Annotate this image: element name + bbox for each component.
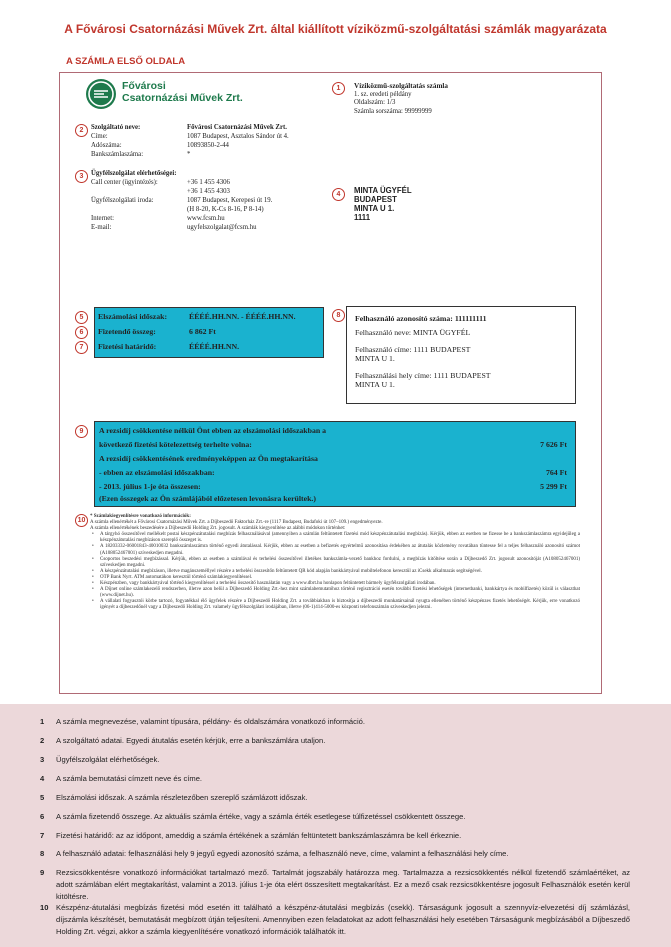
legend-panel	[0, 704, 671, 947]
marker-8: 8	[332, 309, 345, 322]
provider-address-label: Címe:	[91, 133, 108, 140]
contact-block	[91, 170, 331, 236]
legend-number: 5	[40, 793, 45, 802]
bullet-icon: •	[92, 556, 94, 562]
provider-name: Fővárosi Csatornázási Művek Zrt.	[187, 124, 287, 131]
section-subtitle: A SZÁMLA ELSŐ OLDALA	[66, 56, 186, 67]
bullet-icon: •	[92, 568, 94, 574]
recipient-city: BUDAPEST	[354, 195, 397, 204]
site-address-2: MINTA U 1.	[355, 380, 395, 389]
recipient-name: MINTA ÜGYFÉL	[354, 186, 412, 195]
logo-line-1: Fővárosi	[122, 80, 166, 92]
legend-number: 10	[40, 903, 49, 912]
marker-10: 10	[75, 514, 88, 527]
reduction-line-6: (Ezen összegek az Ön számlájából előzetesen levonásra kerültek.)	[99, 494, 316, 503]
legend-text: Fizetési határidő: az az időpont, ameddig a számla értékének a számlán feltüntetett bankszámlaszámra be kell érkeznie.	[56, 831, 462, 840]
user-name: Felhasználó neve: MINTA ÜGYFÉL	[355, 328, 471, 337]
provider-bank-label: Bankszámlaszáma:	[91, 151, 144, 158]
legend-number: 7	[40, 831, 45, 840]
payment-info-intro-2: A számla ellenértékének beszedésére a Díjbeszedő Holding Zrt. jogosult. A számlák kiegyenlítése az alábbi módokon történhet:	[90, 526, 346, 532]
reduction-box	[94, 421, 576, 507]
legend-text: Ügyfélszolgálat elérhetőségek.	[56, 755, 160, 764]
provider-address: 1087 Budapest, Asztalos Sándor út 4.	[187, 133, 289, 140]
legend-text: Rezsicsökkentésre vonatkozó információkat tartalmazó mező. Tartalmát jogszabály határozza meg. Tartalmazza a rezsicsökkentés nélkül fizetendő számlaértéket, az adott számlában elért megtakarítást, valamint a 2013. július 1-je óta elért összesített megtakarítást. Ez a mező csak rezsicsökkentésre jogosult Felhasználók esetén kerül kitöltésre.	[56, 868, 630, 901]
office-hours: (H 8-20, K-Cs 8-16, P 8-14)	[187, 206, 264, 213]
legend-text: A felhasználó adatai: felhasználási hely 9 jegyű egyedi azonosító száma, a felhasználó neve, címe, valamint a felhasználási hely címe.	[56, 849, 509, 858]
invoice-page: Oldalszám: 1/3	[354, 99, 396, 107]
invoice-copy: 1. sz. eredeti példány	[354, 90, 412, 98]
marker-4: 4	[332, 188, 345, 201]
logo-emblem-icon	[86, 79, 116, 109]
provider-tax: 10893850-2-44	[187, 142, 229, 149]
payment-method-item: • A 18203332-06001843-40010032 bankszámlaszámra történő egyedi átutalással. Kérjük, ebben az esetben a befizetés egyértelmű azonosítása érdekében az átutalás közlemény rovatában tüntesse fel a teljes felhasználó azonosító számot (A108052467001) szíveskedjen megadni.	[92, 544, 580, 556]
contact-heading: Ügyfélszolgálat elérhetőségei:	[91, 170, 177, 177]
invoice-header	[354, 82, 554, 116]
payment-method-item: • OTP Bank Nyrt. ATM automatákon keresztül történő számlakiegyenlítéssel.	[92, 574, 253, 580]
email-label: E-mail:	[91, 224, 112, 231]
invoice-number: Számla sorszáma: 99999999	[354, 107, 432, 115]
bullet-icon: •	[92, 544, 94, 550]
logo-line-2: Csatornázási Művek Zrt.	[122, 92, 243, 104]
amount-label: Fizetendő összeg:	[98, 327, 156, 336]
due-value: ÉÉÉÉ.HH.NN.	[189, 342, 240, 351]
user-data-box	[346, 306, 576, 404]
bullet-icon: •	[92, 581, 94, 587]
reduction-line-4: - ebben az elszámolási időszakban:	[99, 468, 215, 477]
site-address-1: Felhasználási hely címe: 1111 BUDAPEST	[355, 371, 491, 380]
reduction-line-3: A rezsidíj csökkentésének eredményeképpen az Ön megtakarítása	[99, 454, 318, 463]
provider-tax-label: Adószáma:	[91, 142, 122, 149]
user-id: Felhasználó azonosító száma: 111111111	[355, 314, 487, 323]
legend-number: 4	[40, 774, 45, 783]
payment-method-item: • A Díjnet online számlakezelő rendszerben, illetve azon belül a Díjbeszedő Holding Zrt.-hez mint számlabemutatóhoz történő regisztráció esetén további fizetési lehetőségek (internetbanki, bankkártya és mobilfizetés) közül is választhat (www.dijnet.hu).	[92, 587, 580, 599]
recipient-zip: 1111	[354, 213, 371, 222]
marker-9: 9	[75, 425, 88, 438]
page-title: A Fővárosi Csatornázási Művek Zrt. által kiállított víziközmű-szolgáltatási számlák magyarázata	[64, 22, 607, 36]
marker-6: 6	[75, 326, 88, 339]
period-value: ÉÉÉÉ.HH.NN. - ÉÉÉÉ.HH.NN.	[189, 312, 296, 321]
bullet-icon: •	[92, 587, 94, 593]
internet-link[interactable]: www.fcsm.hu	[187, 215, 225, 222]
payment-methods-list	[90, 532, 580, 611]
legend-number: 2	[40, 736, 45, 745]
legend-text: A szolgáltató adatai. Egyedi átutalás esetén kérjük, erre a bankszámlára utaljon.	[56, 736, 326, 745]
legend-text: Készpénz-átutalási megbízás fizetési mód esetén itt található a készpénz-átutalási megbízás (csekk). Társaságunk jogosult a szennyvíz-elvezetési díj számlázásl, díjszámla készítését, bemutatását megbízott útján teljesíteni. Amennyiben ezen feladatokat az adott felhasználási hely esetében Társaságunk megbízásából a Díjbeszedő Holding Zrt. végzi, akkor a számla kiegyenlítésére vonatkozó információk találhatók itt.	[56, 903, 630, 936]
payment-method-item: • A tárgyhó összesítővel mellékelt postai készpénzátutalási megbízás felhasználásával (amennyiben a számlán feltüntetett fizetési mód készpénzátutalási megbízás). Kérjük, ebben az esetben ne fizesse be a bankszámlaszámra egyidejűleg a készpénzátutalási megbízáson szereplő összeget is.	[92, 532, 580, 544]
legend-number: 8	[40, 849, 45, 858]
reduction-line-1: A rezsidíj csökkentése nélkül Önt ebben az elszámolási időszakban a	[99, 426, 327, 435]
legend-text: A számla fizetendő összege. Az aktuális számla értéke, vagy a számla érték esetlegese túlfizetéssel csökkentett összege.	[56, 812, 466, 821]
invoice-title: Víziközmű-szolgáltatás számla	[354, 82, 449, 90]
payment-info-intro-1: A számla ellenértékét a Fővárosi Csatornázási Művek Zrt. a Díjbeszedő Faktorház Zrt.-re (1117 Budapest, Budafoki út 107–109.) engedményezte.	[90, 520, 383, 526]
call-center-phone-1: +36 1 455 4306	[187, 179, 230, 186]
payment-method-item: • A vállalati fogyasztói körbe tartozó, fogyatékkal élő ügyfelek részére a Díjbeszedő Holding Zrt. a továbbiakban is biztosítja a díjbeszedő munkatársainál nyugta ellenében történő készpénzes fizetés lehetőségét. Kérjük, erre vonatkozó igényét a díjbeszedőnél vagy a Díjbeszedő Holding Zrt. valamely ügyfélszolgálati irodájában, illetve (06-1)414-5000-es központi telefonszámán szíveskedjen jelezni.	[92, 599, 580, 611]
legend-text: A számla bemutatási címzett neve és címe.	[56, 774, 203, 783]
call-center-phone-2: +36 1 455 4303	[187, 188, 230, 195]
office-address: 1087 Budapest, Kerepesi út 19.	[187, 197, 273, 204]
amount-value: 6 862 Ft	[189, 327, 216, 336]
payment-method-item: • Csoportos beszedési megbízással. Kérjük, ebben az esetben a számlával és terhelési összesítővel illetékes bankszámla-vezető bankhoz fordulni, a megbízás kitöltése során a Díjbeszedő Zrt. jogosult azonosítóját (A108052467001) szíveskedjen megadni.	[92, 556, 580, 568]
recipient-block	[354, 186, 412, 222]
reduction-line-2: következő fizetési kötelezettség terhelte volna:	[99, 440, 252, 449]
legend-number: 9	[40, 868, 45, 877]
bullet-icon: •	[92, 532, 94, 538]
company-logo	[86, 79, 272, 109]
marker-1: 1	[332, 82, 345, 95]
legend-text: Elszámolási időszak. A számla részletezőben szereplő számlázott időszak.	[56, 793, 308, 802]
marker-7: 7	[75, 341, 88, 354]
reduction-line-5: - 2013. július 1-je óta összesen:	[99, 482, 201, 491]
marker-2: 2	[75, 124, 88, 137]
legend-number: 6	[40, 812, 45, 821]
bullet-icon: •	[92, 599, 94, 605]
reduction-value-4: 764 Ft	[545, 468, 567, 477]
payment-info-block	[90, 514, 580, 612]
user-address-2: MINTA U 1.	[355, 354, 395, 363]
reduction-value-2: 7 626 Ft	[540, 440, 567, 449]
payment-info-heading: * Számlakiegyenlítésre vonatkozó információk:	[90, 514, 191, 519]
reduction-value-5: 5 299 Ft	[540, 482, 567, 491]
legend-number: 3	[40, 755, 45, 764]
due-label: Fizetési határidő:	[98, 342, 157, 351]
marker-3: 3	[75, 170, 88, 183]
payment-method-item: • Készpénzben, vagy bankkártyával történő kiegyenlítéssel a terhelési összesítő használatán vagy a www.dbrt.hu honlapon feltüntetett bármely ügyfélszolgálati irodában.	[92, 581, 436, 587]
provider-heading: Szolgáltató neve:	[91, 124, 141, 131]
recipient-street: MINTA U 1.	[354, 204, 395, 213]
legend-number: 1	[40, 717, 45, 726]
legend-text: A számla megnevezése, valamint típusára, példány- és oldalszámára vonatkozó információ.	[56, 717, 365, 726]
provider-bank: *	[187, 151, 191, 158]
payment-method-item: • A készpénzátutalási megbízáson, illetve magánszeméllyel részére a terhelési összesítőn feltüntetett QR kód alapján bankkártyával mobiltelefonon keresztül az iCsekk alkalmazás segítségével.	[92, 568, 482, 574]
call-center-label: Call center (ügyintézés):	[91, 179, 158, 186]
bullet-icon: •	[92, 574, 94, 580]
user-address-1: Felhasználó címe: 1111 BUDAPEST	[355, 345, 471, 354]
marker-5: 5	[75, 311, 88, 324]
office-label: Ügyfélszolgálati iroda:	[91, 197, 154, 204]
email-link[interactable]: ugyfelszolgalat@fcsm.hu	[187, 224, 257, 231]
internet-label: Internet:	[91, 215, 115, 222]
period-label: Elszámolási időszak:	[98, 312, 168, 321]
